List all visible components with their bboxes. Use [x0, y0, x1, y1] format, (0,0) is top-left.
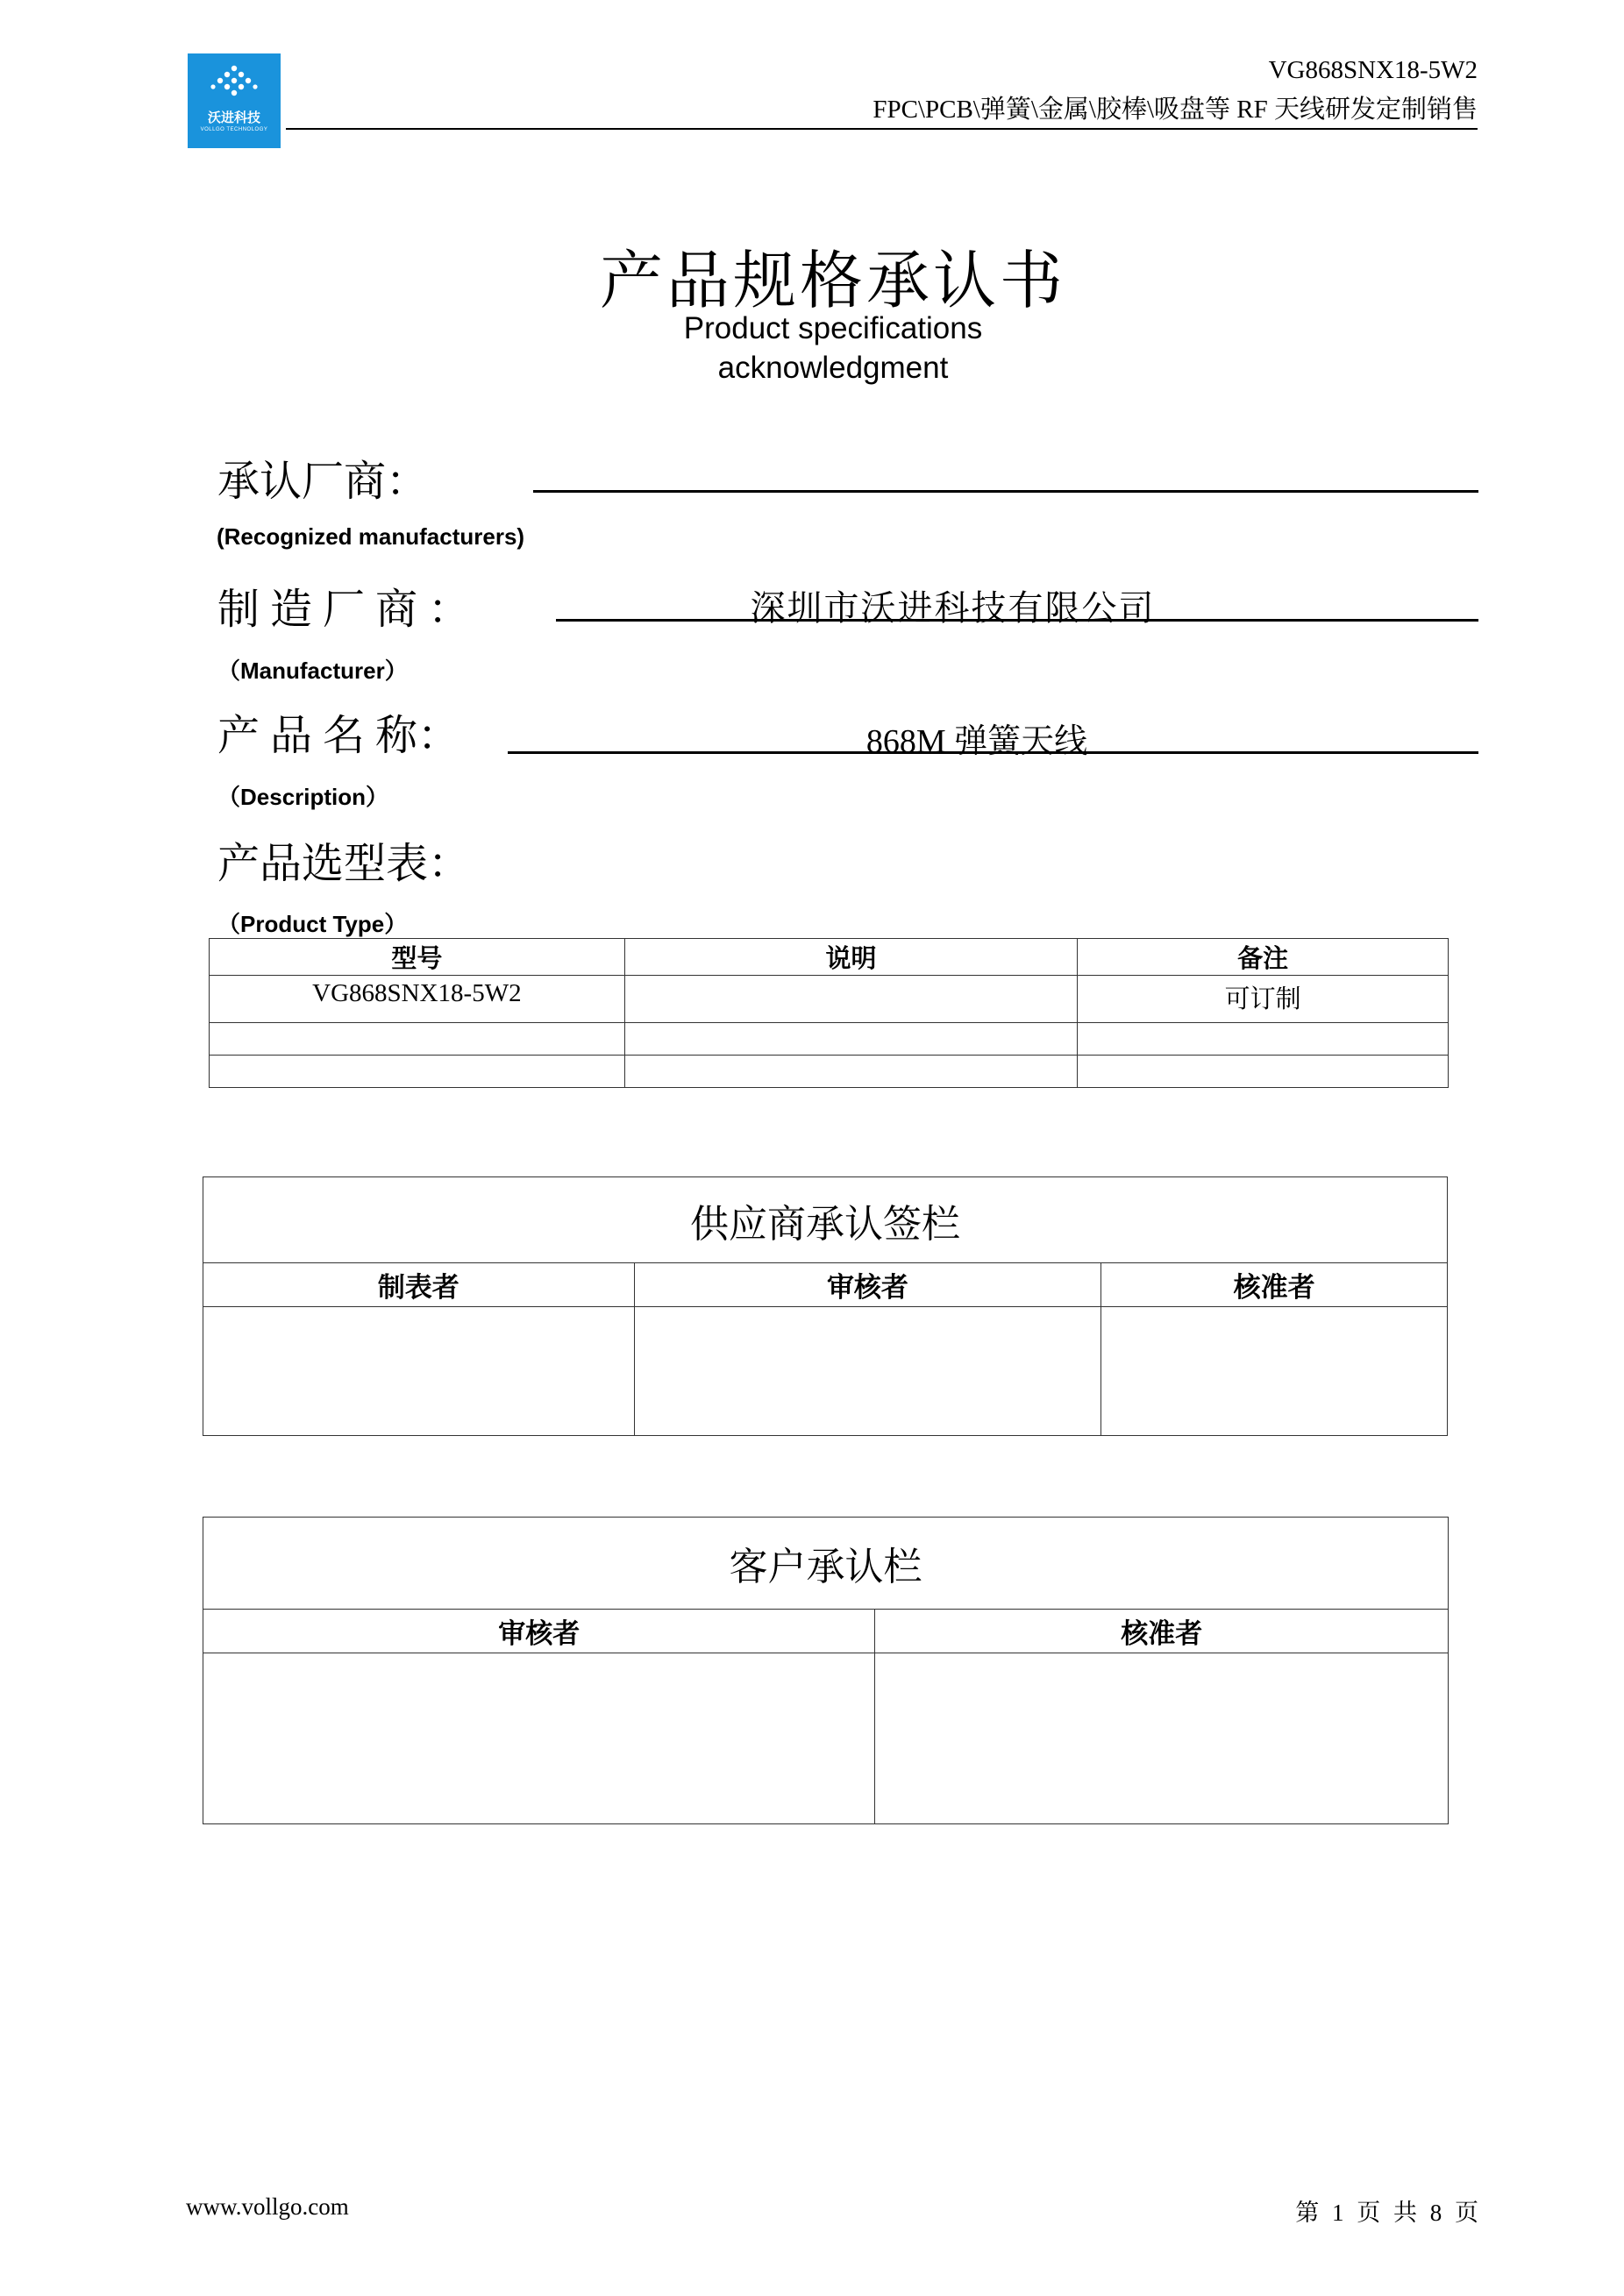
page-title: 产品规格承认书: [599, 246, 1066, 316]
manufacturer-label: 制 造 厂 商 ：: [217, 586, 471, 633]
supplier-header-row: [203, 1263, 1448, 1307]
manufacturer-value: 深圳市沃进科技有限公司: [750, 588, 1156, 628]
product-name-en: （Description）: [217, 784, 389, 810]
logo-en-text: VOLLGO TECHNOLOGY: [200, 127, 268, 132]
table-cell: VG868SNX18-5W2: [210, 976, 625, 1023]
logo-cn-text: 沃进科技: [207, 110, 260, 125]
customer-header-approver: 核准者: [875, 1610, 1449, 1653]
product-name-value: 868M 弹簧天线: [865, 723, 1088, 760]
supplier-caption-row: [203, 1177, 1448, 1263]
header-divider: [286, 128, 1478, 130]
footer-website: www.vollgo.com: [186, 2193, 349, 2220]
customer-signature-reviewer[interactable]: [203, 1653, 875, 1824]
table-cell: [624, 1056, 1078, 1088]
subtitle-line-1: Product specifications: [683, 311, 983, 345]
supplier-signature-reviewer[interactable]: [634, 1307, 1101, 1436]
table-row: [210, 1023, 1449, 1056]
customer-signature-approver[interactable]: [875, 1653, 1449, 1824]
footer-page-info: 第 1 页 共 8 页: [1295, 2200, 1478, 2226]
table-cell: [210, 1056, 625, 1088]
table-cell: [624, 1023, 1078, 1056]
recognized-manufacturer-line: [533, 490, 1478, 493]
table-row: [210, 976, 1449, 1023]
table-cell: [624, 976, 1078, 1023]
header-description: FPC\PCB\弹簧\金属\胶棒\吸盘等 RF 天线研发定制销售: [873, 96, 1478, 124]
supplier-caption: 供应商承认签栏: [203, 1177, 1448, 1263]
customer-header-reviewer: 审核者: [203, 1610, 875, 1653]
supplier-approval-table: [203, 1176, 1448, 1436]
customer-approval-table: [203, 1517, 1449, 1824]
product-name-label: 产 品 名 称：: [217, 713, 460, 759]
subtitle-line-2: acknowledgment: [717, 351, 949, 385]
column-header-description: 说明: [624, 939, 1078, 976]
page-subtitle: [0, 309, 1624, 387]
product-type-en: （Product Type）: [217, 911, 408, 937]
company-logo-icon: [188, 53, 281, 106]
supplier-signature-row: [203, 1307, 1448, 1436]
header-model: VG868SNX18-5W2: [1268, 56, 1478, 84]
table-cell: [1078, 1023, 1449, 1056]
customer-caption: 客户承认栏: [203, 1518, 1449, 1610]
column-header-model: 型号: [210, 939, 625, 976]
supplier-header-preparer: 制表者: [203, 1263, 635, 1307]
column-header-remarks: 备注: [1078, 939, 1449, 976]
recognized-manufacturer-label: 承认厂商：: [217, 458, 429, 505]
supplier-header-approver: 核准者: [1101, 1263, 1448, 1307]
table-cell: 可订制: [1078, 976, 1449, 1023]
customer-signature-row: [203, 1653, 1449, 1824]
table-cell: [210, 1023, 625, 1056]
manufacturer-en: （Manufacturer）: [217, 658, 408, 684]
supplier-signature-approver[interactable]: [1101, 1307, 1448, 1436]
company-logo: [188, 53, 281, 148]
product-type-table: [209, 938, 1449, 1088]
supplier-header-reviewer: 审核者: [634, 1263, 1101, 1307]
product-type-label: 产品选型表：: [217, 841, 471, 887]
table-cell: [1078, 1056, 1449, 1088]
recognized-manufacturer-en: (Recognized manufacturers): [217, 523, 525, 550]
supplier-signature-preparer[interactable]: [203, 1307, 635, 1436]
customer-header-row: [203, 1610, 1449, 1653]
table-header-row: [210, 939, 1449, 976]
customer-caption-row: [203, 1518, 1449, 1610]
table-row: [210, 1056, 1449, 1088]
